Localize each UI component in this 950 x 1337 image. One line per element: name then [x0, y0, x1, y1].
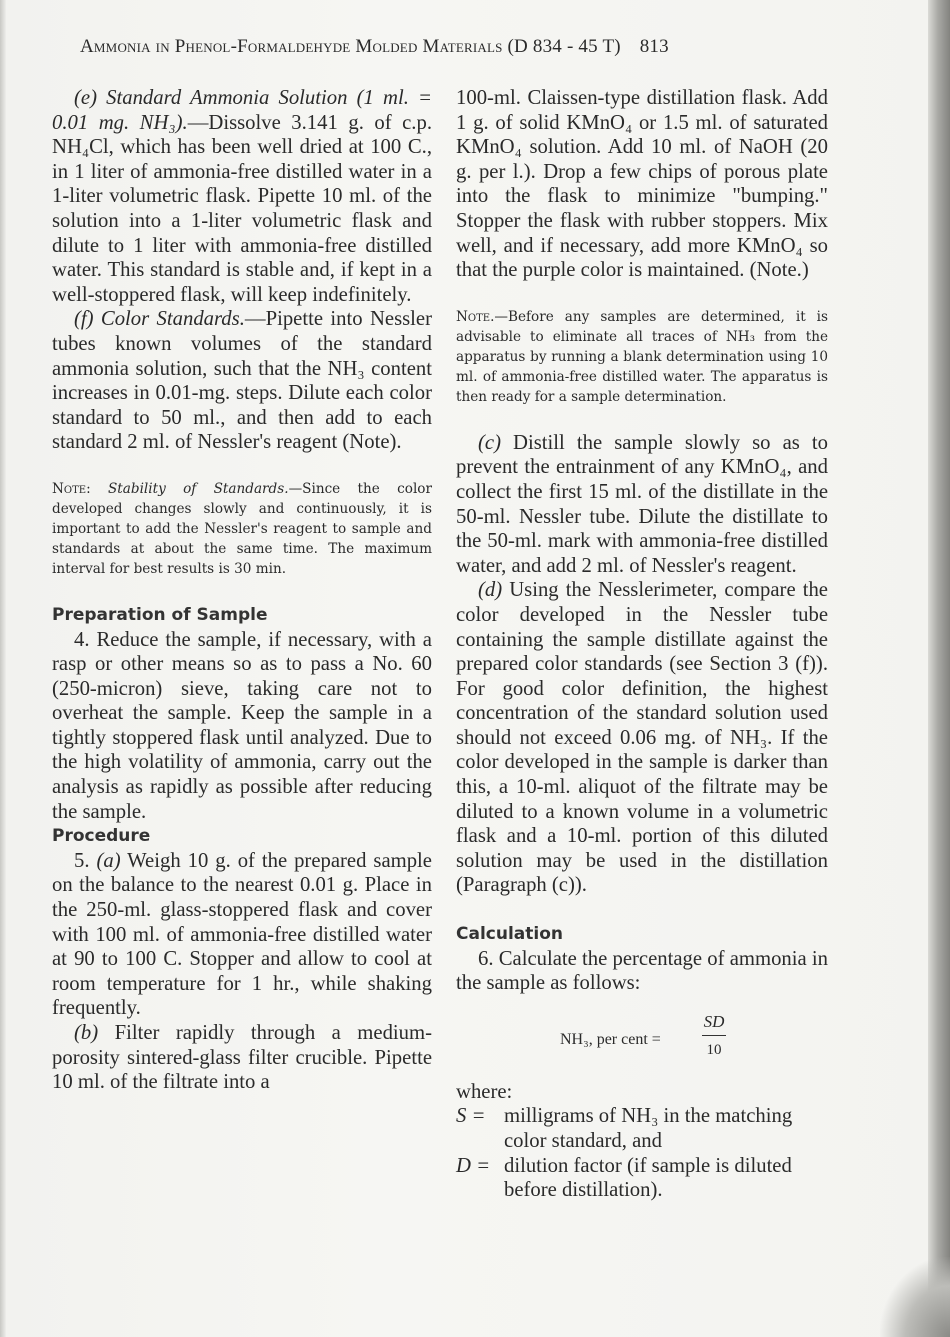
where-item: [456, 1154, 828, 1203]
note-label: Note.: [456, 308, 495, 325]
where-symbol: D =: [456, 1154, 491, 1177]
paragraph-continued: 100-ml. Claissen-type distillation flask. Add 1 g. of solid KMnO₄ or 1.5 ml. of saturated KMnO₄ solution. Add 10 ml. of NaOH (20 g. per l.). Drop a few chips of porous plate into the flask to minimize "bumping." Stopper the flask with rubber stoppers. Mix well, and if necessary, add more KMnO₄ so that the purple color is maintained. (Note.): [456, 87, 828, 282]
paragraph-5b: [52, 1021, 432, 1095]
para-d-text: Using the Nesslerimeter, compare the color developed in the Nessler tube containing the sample distillate against the prepared color standards (see Section 3 (f)). For good color definition, the highest concentration of the standard solution used should not exceed 0.06 mg. of NH₃. If the color developed in the sample is darker than this, a 10-ml. aliquot of the filtrate may be diluted to a known volume in a volumetric flask and a 10-ml. portion of this diluted solution may be used in the distillation (Paragraph (c)).: [456, 579, 828, 897]
para-5b-text: Filter rapidly through a medium-porosity sintered-glass filter crucible. Pipette 10 ml. of the filtrate into a: [52, 1022, 432, 1094]
heading-calculation: Calculation: [456, 924, 563, 945]
para-5a-text: Weigh 10 g. of the prepared sample on the balance to the nearest 0.01 g. Place in the 250-ml. glass-stoppered flask and cover with 100 ml. of ammonia-free distilled water at 90 to 100 C. Stopper and allow to cool at room temperature for 1 hr., while shaking frequently.: [52, 849, 432, 1020]
paragraph-f: [52, 307, 432, 455]
paragraph-c: [456, 431, 828, 579]
note-blank: [456, 307, 828, 407]
right-column: [456, 86, 828, 1203]
where-label: where:: [456, 1080, 513, 1103]
para-5a-lead: 5.: [74, 849, 90, 872]
where-item: [456, 1104, 828, 1153]
header-title: Ammonia in Phenol-Formaldehyde Molded Materials (D 834 - 45 T): [80, 36, 621, 57]
running-header: [80, 36, 840, 58]
formula-fraction: [702, 1010, 726, 1063]
page-corner-curl: [880, 1257, 950, 1337]
page-left-edge: [0, 0, 6, 1337]
formula-denominator: 10: [706, 1042, 722, 1059]
para-e-label: (e): [74, 87, 97, 109]
para-f-title: Color Standards.: [100, 308, 245, 331]
para-f-label: (f): [74, 308, 94, 331]
note-text: —Since the color developed changes slowly and continuously, it is important to add the Nessler's reagent to sample and standards at about the same time. The maximum interval for best results is 30 min.: [52, 480, 432, 577]
page-number: 813: [639, 36, 669, 57]
paragraph-6: 6. Calculate the percentage of ammonia in the sample as follows:: [456, 947, 828, 995]
formula-numerator: SD: [702, 1010, 726, 1037]
formula: [456, 1010, 828, 1070]
left-column: [52, 86, 432, 1095]
para-d-label: (d): [478, 579, 503, 602]
para-5a-label: (a): [96, 849, 121, 872]
para-e-title: Standard Ammonia Solution (1 ml. = 0.01 mg. NH₃).: [52, 87, 433, 134]
formula-lhs: NH₃, per cent =: [560, 1030, 661, 1048]
paragraph-4: 4. Reduce the sample, if necessary, with a rasp or other means so as to pass a No. 60 (250-micron) sieve, taking care not to overheat the sample. Keep the sample in a tightly stoppered flask until analyzed. Due to the high volatility of ammonia, carry out the analysis as rapidly as possible after reducing the sample.: [52, 628, 432, 823]
note-title: Stability of Standards.: [107, 480, 289, 497]
note-stability: [52, 479, 432, 579]
para-c-label: (c): [478, 431, 501, 454]
page-right-edge-shadow: [928, 0, 950, 1337]
heading-procedure: Procedure: [52, 826, 151, 847]
note-text: —Before any samples are determined, it is advisable to eliminate all traces of NH₃ from the apparatus by running a blank determination using 10 ml. of ammonia-free distilled water. The apparatus is then ready for a sample determination.: [456, 308, 828, 405]
para-5b-label: (b): [74, 1022, 99, 1044]
paragraph-d: [456, 578, 828, 898]
paragraph-e: [52, 86, 432, 307]
para-e-text: —Dissolve 3.141 g. of c.p. NH₄Cl, which has been well dried at 100 C., in 1 liter of ammonia-free distilled water in a 1-liter volumetric flask. Pipette 10 ml. of the solution into a 1-liter volumetric flask and dilute to 1 liter with ammonia-free distilled water. This standard is stable and, if kept in a well-stoppered flask, will keep indefinitely.: [52, 111, 432, 306]
where-definition: dilution factor (if sample is diluted before distillation).: [504, 1154, 792, 1202]
para-c-text: Distill the sample slowly so as to prevent the entrainment of any KMnO₄, and collect the first 15 ml. of the distillate in the 50-ml. Nessler tube. Dilute the distillate to the 50-ml. mark with ammonia-free distilled water, and add 2 ml. of Nessler's reagent.: [456, 431, 828, 577]
para-f-text: —Pipette into Nessler tubes known volumes of the standard ammonia solution, such that the NH₃ content increases in 0.01-mg. steps. Dilute each color standard to 50 ml., and then add to each standard 2 ml. of Nessler's reagent (Note).: [52, 308, 433, 454]
note-label: Note:: [52, 480, 91, 497]
where-list: [456, 1104, 828, 1202]
where-symbol: S =: [456, 1105, 486, 1128]
heading-preparation: Preparation of Sample: [52, 604, 268, 625]
paragraph-5a: [52, 849, 432, 1021]
where-definition: milligrams of NH₃ in the matching color standard, and: [504, 1105, 793, 1152]
